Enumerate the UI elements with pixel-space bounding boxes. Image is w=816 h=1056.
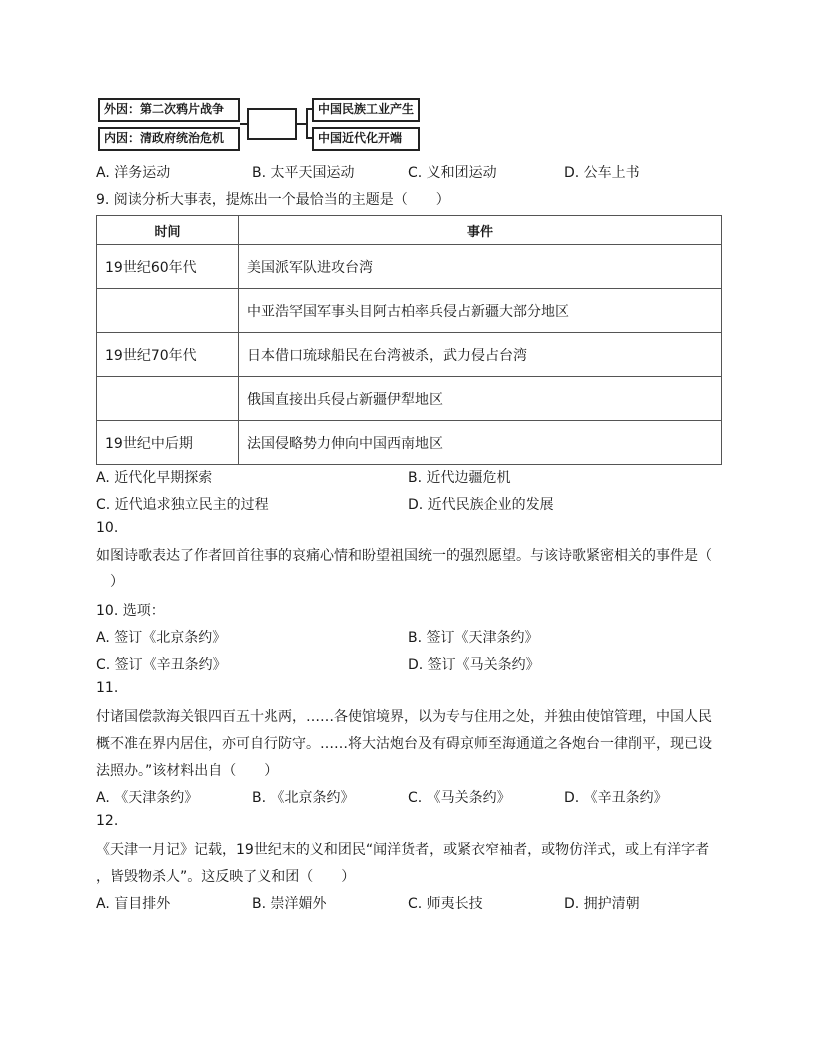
q8-option-c[interactable]: C. 义和团运动 — [408, 165, 497, 181]
row-time: 19世纪70年代 — [97, 333, 239, 377]
table-header-row — [97, 216, 722, 245]
row-time — [97, 289, 239, 333]
q8-option-b[interactable]: B. 太平天国运动 — [252, 165, 355, 181]
q12-line2: ，皆毁物杀人”。这反映了义和团（ ） — [96, 869, 356, 885]
q9-option-d[interactable]: D. 近代民族企业的发展 — [408, 497, 554, 513]
q11-number: 11. — [96, 680, 119, 696]
table-row — [97, 245, 722, 289]
q12-option-b[interactable]: B. 崇洋媚外 — [252, 896, 327, 912]
table-row — [97, 421, 722, 465]
q12-option-a[interactable]: A. 盲目排外 — [96, 896, 171, 912]
q11-line2: 概不准在界内居住，亦可自行防守。……将大沽炮台及有碍京师至海通道之各炮台一律削平，现已设 — [96, 736, 712, 752]
q10-options-title: 10. 选项： — [96, 603, 165, 619]
table-row — [97, 333, 722, 377]
q9-stem: 9. 阅读分析大事表，提炼出一个最恰当的主题是（ ） — [96, 192, 450, 208]
q10-option-c[interactable]: C. 签订《辛丑条约》 — [96, 657, 227, 673]
q11-option-c[interactable]: C. 《马关条约》 — [408, 790, 511, 806]
row-time: 19世纪中后期 — [97, 421, 239, 465]
q12-option-c[interactable]: C. 师夷长技 — [408, 896, 483, 912]
q11-line1: 付诸国偿款海关银四百五十兆两，……各使馆境界，以为专与住用之处，并独由使馆管理，中国人民 — [96, 709, 712, 725]
q10-stem-line1: 如图诗歌表达了作者回首往事的哀痛心情和盼望祖国统一的强烈愿望。与该诗歌紧密相关的事件是（ — [96, 548, 712, 564]
result-modernization-box: 中国近代化开端 — [312, 127, 420, 151]
q9-option-b[interactable]: B. 近代边疆危机 — [408, 470, 511, 486]
q9-option-a[interactable]: A. 近代化早期探索 — [96, 470, 213, 486]
answer-blank-box — [247, 108, 297, 140]
internal-cause-box: 内因：清政府统治危机 — [98, 127, 240, 151]
q11-option-d[interactable]: D. 《辛丑条约》 — [564, 790, 668, 806]
row-event: 法国侵略势力伸向中国西南地区 — [239, 421, 722, 465]
q12-number: 12. — [96, 813, 119, 829]
header-event: 事件 — [239, 216, 722, 245]
table-row — [97, 377, 722, 421]
table-row — [97, 289, 722, 333]
q10-stem-line2: ） — [96, 574, 124, 590]
q10-number: 10. — [96, 520, 119, 536]
q10-option-a[interactable]: A. 签订《北京条约》 — [96, 630, 227, 646]
q10-option-d[interactable]: D. 签订《马关条约》 — [408, 657, 540, 673]
row-event: 日本借口琉球船民在台湾被杀，武力侵占台湾 — [239, 333, 722, 377]
connector-left — [240, 123, 247, 125]
q11-option-b[interactable]: B. 《北京条约》 — [252, 790, 355, 806]
q9-option-c[interactable]: C. 近代追求独立民主的过程 — [96, 497, 269, 513]
header-time: 时间 — [97, 216, 239, 245]
row-time: 19世纪60年代 — [97, 245, 239, 289]
q12-option-d[interactable]: D. 拥护清朝 — [564, 896, 640, 912]
q10-option-b[interactable]: B. 签订《天津条约》 — [408, 630, 539, 646]
row-event: 中亚浩罕国军事头目阿古柏率兵侵占新疆大部分地区 — [239, 289, 722, 333]
q12-line1: 《天津一月记》记载，19世纪末的义和团民“闻洋货者，或紧衣窄袖者，或物仿洋式，或上有洋字者 — [96, 842, 710, 858]
q8-option-d[interactable]: D. 公车上书 — [564, 165, 640, 181]
row-event: 俄国直接出兵侵占新疆伊犁地区 — [239, 377, 722, 421]
events-table — [96, 215, 722, 465]
external-cause-box: 外因：第二次鸦片战争 — [98, 98, 240, 122]
q11-line3: 法照办。”该材料出自（ ） — [96, 763, 279, 779]
connector-bracket — [306, 108, 308, 139]
q8-option-a[interactable]: A. 洋务运动 — [96, 165, 171, 181]
row-event: 美国派军队进攻台湾 — [239, 245, 722, 289]
result-industry-box: 中国民族工业产生 — [312, 98, 420, 122]
q11-option-a[interactable]: A. 《天津条约》 — [96, 790, 199, 806]
row-time — [97, 377, 239, 421]
